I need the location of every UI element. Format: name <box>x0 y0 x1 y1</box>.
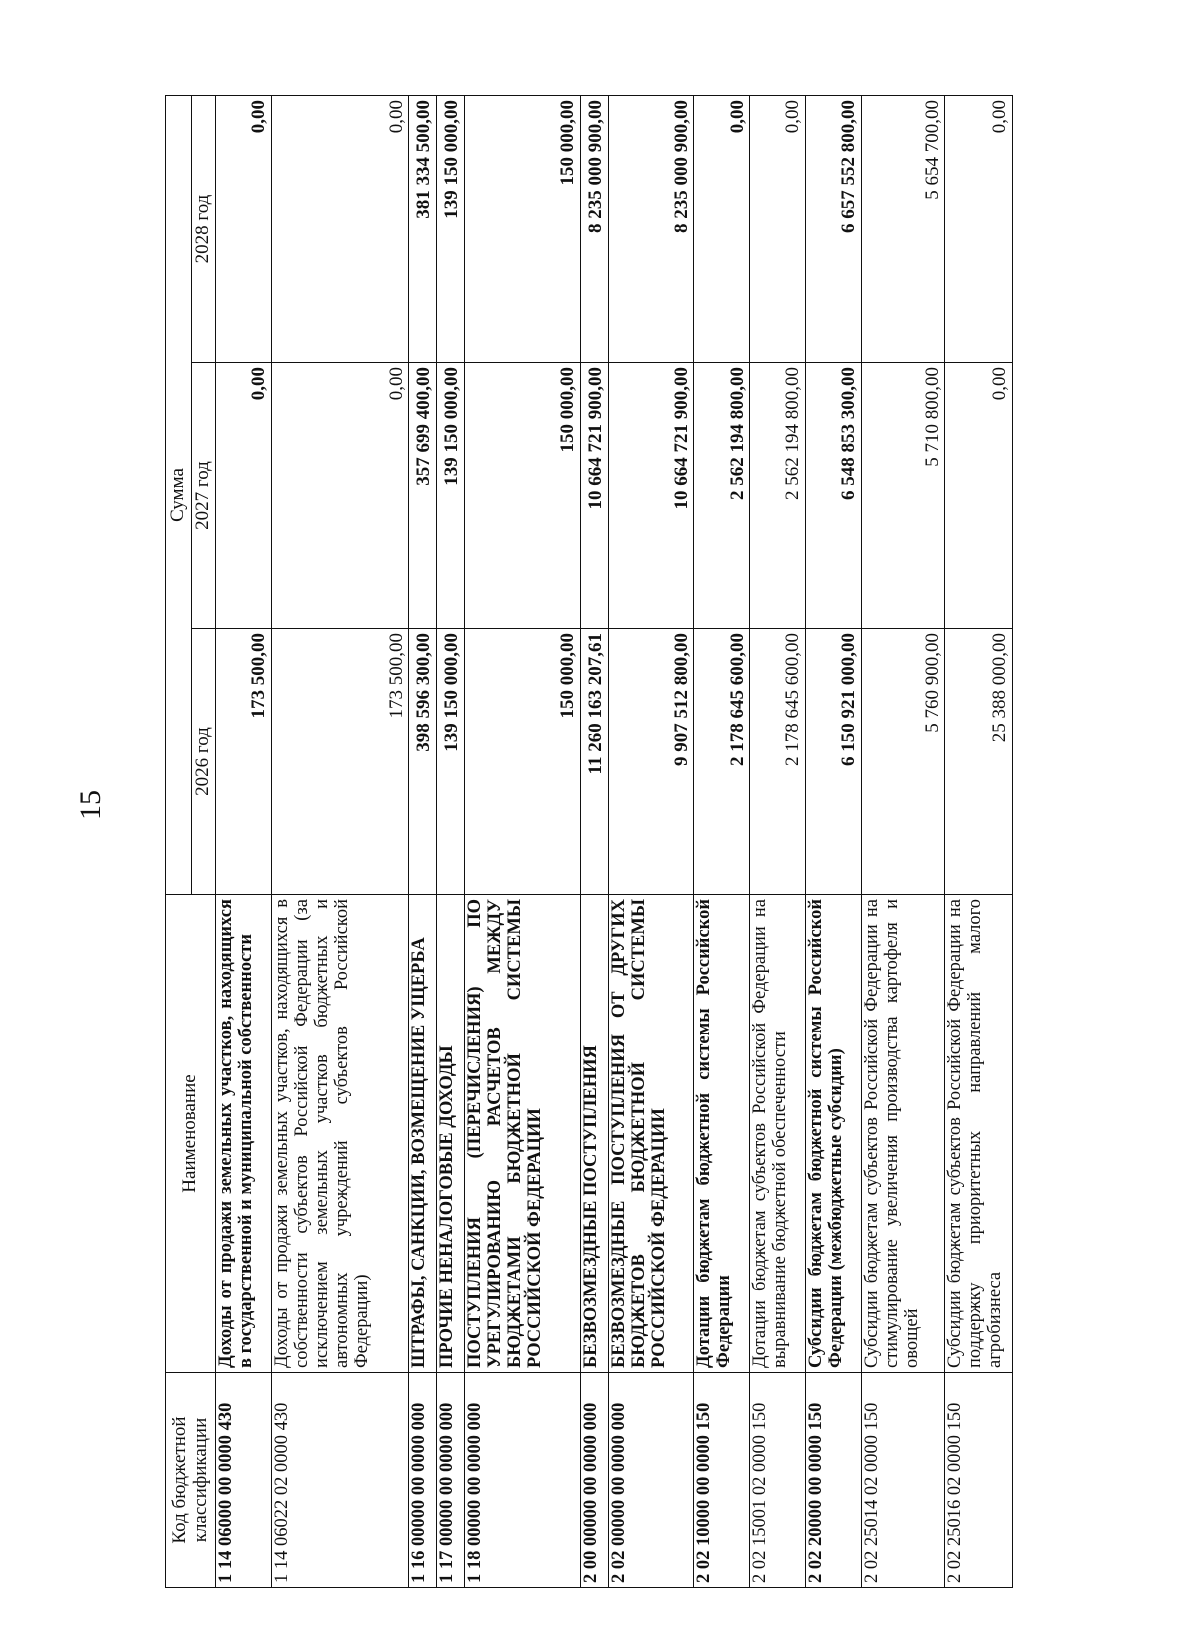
table-row <box>409 96 437 1588</box>
row-2027: 6 548 853 300,00 <box>806 363 862 629</box>
table-row <box>608 96 694 1588</box>
row-2028: 8 235 000 900,00 <box>580 96 608 363</box>
table-row <box>464 96 580 1588</box>
row-2027: 2 562 194 800,00 <box>750 363 806 629</box>
row-code: 2 02 25016 02 0000 150 <box>945 1373 1013 1588</box>
row-2026: 5 760 900,00 <box>861 629 945 895</box>
table-row <box>945 96 1013 1588</box>
row-code: 1 17 00000 00 0000 000 <box>436 1373 464 1588</box>
row-name: ПОСТУПЛЕНИЯ (ПЕРЕЧИСЛЕНИЯ) ПО УРЕГУЛИРОВАНИЮ РАСЧЕТОВ МЕЖДУ БЮДЖЕТАМИ БЮДЖЕТНОЙ СИСТЕМЫ РОССИЙСКОЙ ФЕДЕРАЦИИ <box>464 895 580 1373</box>
table-row <box>750 96 806 1588</box>
row-2028: 6 657 552 800,00 <box>806 96 862 363</box>
row-code: 1 16 00000 00 0000 000 <box>409 1373 437 1588</box>
row-name: БЕЗВОЗМЕЗДНЫЕ ПОСТУПЛЕНИЯ <box>580 895 608 1373</box>
row-code: 2 02 10000 00 0000 150 <box>694 1373 750 1588</box>
header-code: Код бюджетной классификации <box>166 1373 216 1588</box>
table-row <box>580 96 608 1588</box>
row-code: 1 18 00000 00 0000 000 <box>464 1373 580 1588</box>
table-row <box>806 96 862 1588</box>
row-2026: 11 260 163 207,61 <box>580 629 608 895</box>
header-sum: Сумма <box>166 96 192 895</box>
row-2026: 6 150 921 000,00 <box>806 629 862 895</box>
table-row <box>436 96 464 1588</box>
row-name: Доходы от продажи земельных участков, находящихся в государственной и муниципальной собственности <box>216 895 272 1373</box>
row-2026: 139 150 000,00 <box>436 629 464 895</box>
row-code: 1 14 06022 02 0000 430 <box>271 1373 408 1588</box>
row-name: Доходы от продажи земельных участков, находящихся в собственности субъектов Российской Федерации (за исключением земельных участков бюджетных и автономных учреждений субъектов Российской Федерации) <box>271 895 408 1373</box>
row-2028: 0,00 <box>750 96 806 363</box>
page-number: 15 <box>74 790 107 820</box>
row-2026: 173 500,00 <box>271 629 408 895</box>
row-2026: 173 500,00 <box>216 629 272 895</box>
row-2027: 5 710 800,00 <box>861 363 945 629</box>
row-code: 2 02 00000 00 0000 000 <box>608 1373 694 1588</box>
row-2026: 2 178 645 600,00 <box>694 629 750 895</box>
row-code: 2 00 00000 00 0000 000 <box>580 1373 608 1588</box>
row-2027: 150 000,00 <box>464 363 580 629</box>
row-2027: 0,00 <box>945 363 1013 629</box>
row-2028: 139 150 000,00 <box>436 96 464 363</box>
table-row <box>216 96 272 1588</box>
row-name: ПРОЧИЕ НЕНАЛОГОВЫЕ ДОХОДЫ <box>436 895 464 1373</box>
row-2028: 0,00 <box>694 96 750 363</box>
row-2026: 398 596 300,00 <box>409 629 437 895</box>
row-2027: 139 150 000,00 <box>436 363 464 629</box>
row-2026: 25 388 000,00 <box>945 629 1013 895</box>
row-name: Субсидии бюджетам бюджетной системы Российской Федерации (межбюджетные субсидии) <box>806 895 862 1373</box>
rotated-table-wrapper <box>165 96 1013 1588</box>
header-2027: 2027 год <box>192 363 216 629</box>
row-2028: 5 654 700,00 <box>861 96 945 363</box>
row-name: Дотации бюджетам субъектов Российской Федерации на выравнивание бюджетной обеспеченности <box>750 895 806 1373</box>
row-2027: 10 664 721 900,00 <box>608 363 694 629</box>
row-code: 2 02 15001 02 0000 150 <box>750 1373 806 1588</box>
table-row <box>694 96 750 1588</box>
row-code: 2 02 25014 02 0000 150 <box>861 1373 945 1588</box>
row-name: Субсидии бюджетам субъектов Российской Федерации на поддержку приоритетных направлений малого агробизнеса <box>945 895 1013 1373</box>
row-code: 1 14 06000 00 0000 430 <box>216 1373 272 1588</box>
row-name: Субсидии бюджетам субъектов Российской Федерации на стимулирование увеличения производства картофеля и овощей <box>861 895 945 1373</box>
row-2027: 0,00 <box>216 363 272 629</box>
row-name: ШТРАФЫ, САНКЦИИ, ВОЗМЕЩЕНИЕ УЩЕРБА <box>409 895 437 1373</box>
row-2026: 2 178 645 600,00 <box>750 629 806 895</box>
row-name: Дотации бюджетам бюджетной системы Российской Федерации <box>694 895 750 1373</box>
table-row <box>271 96 408 1588</box>
row-2028: 0,00 <box>945 96 1013 363</box>
row-2027: 0,00 <box>271 363 408 629</box>
row-2027: 10 664 721 900,00 <box>580 363 608 629</box>
row-2027: 357 699 400,00 <box>409 363 437 629</box>
row-2027: 2 562 194 800,00 <box>694 363 750 629</box>
row-2026: 9 907 512 800,00 <box>608 629 694 895</box>
header-2026: 2026 год <box>192 629 216 895</box>
row-2028: 381 334 500,00 <box>409 96 437 363</box>
row-2028: 150 000,00 <box>464 96 580 363</box>
row-2028: 0,00 <box>216 96 272 363</box>
row-code: 2 02 20000 00 0000 150 <box>806 1373 862 1588</box>
row-name: БЕЗВОЗМЕЗДНЫЕ ПОСТУПЛЕНИЯ ОТ ДРУГИХ БЮДЖЕТОВ БЮДЖЕТНОЙ СИСТЕМЫ РОССИЙСКОЙ ФЕДЕРАЦИИ <box>608 895 694 1373</box>
table-row <box>861 96 945 1588</box>
budget-table <box>165 95 1013 1588</box>
header-name: Наименование <box>166 895 216 1373</box>
row-2026: 150 000,00 <box>464 629 580 895</box>
row-2028: 0,00 <box>271 96 408 363</box>
header-2028: 2028 год <box>192 96 216 363</box>
row-2028: 8 235 000 900,00 <box>608 96 694 363</box>
